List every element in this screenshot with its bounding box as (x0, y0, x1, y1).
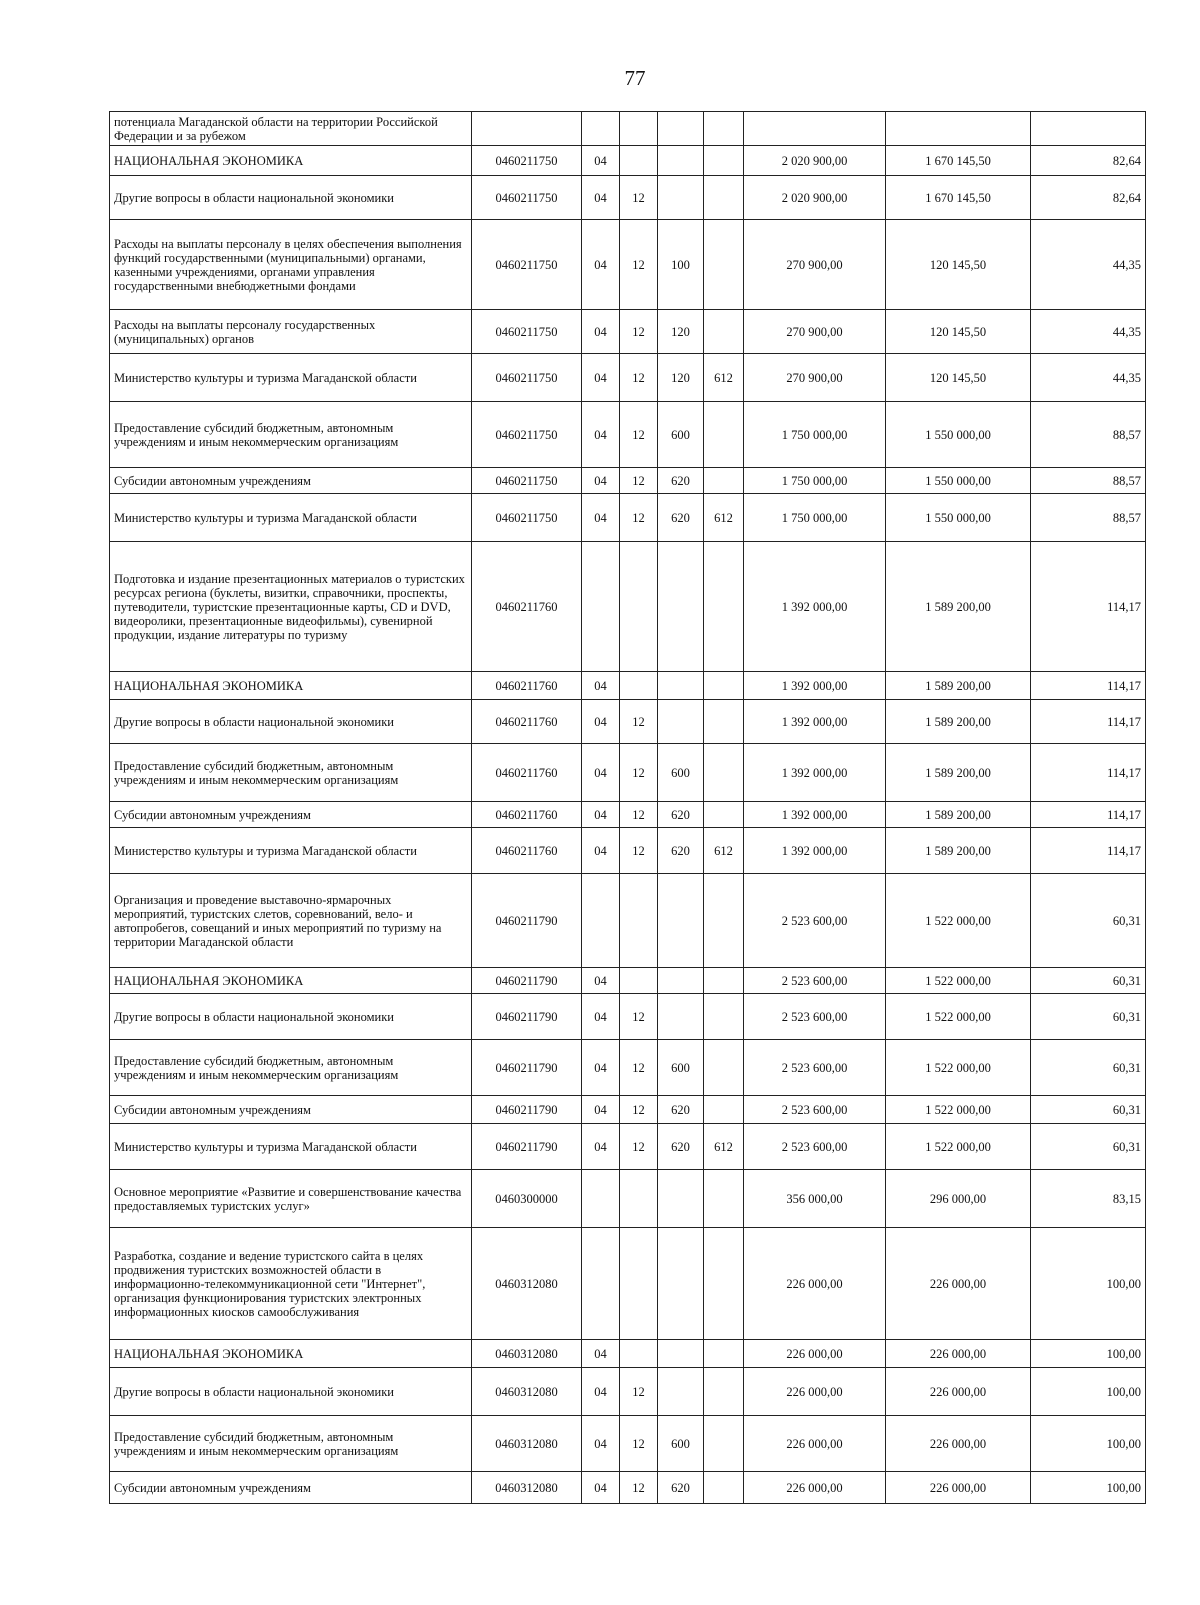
row-code: 0460211750 (472, 354, 582, 402)
row-subsection: 12 (620, 994, 658, 1040)
row-admin-code (704, 310, 744, 354)
row-name: Другие вопросы в области национальной экономики (110, 1368, 472, 1416)
row-section: 04 (582, 968, 620, 994)
row-subsection (620, 672, 658, 700)
row-name: Расходы на выплаты персоналу государственных (муниципальных) органов (110, 310, 472, 354)
row-expense-type (658, 1368, 704, 1416)
row-plan: 2 523 600,00 (744, 874, 886, 968)
row-plan: 226 000,00 (744, 1228, 886, 1340)
row-expense-type (658, 672, 704, 700)
row-name: Субсидии автономным учреждениям (110, 1096, 472, 1124)
row-code: 0460211750 (472, 468, 582, 494)
row-fact: 296 000,00 (886, 1170, 1031, 1228)
row-section: 04 (582, 146, 620, 176)
row-expense-type (658, 874, 704, 968)
row-plan: 1 750 000,00 (744, 402, 886, 468)
row-expense-type: 600 (658, 1040, 704, 1096)
row-percent: 100,00 (1031, 1416, 1146, 1472)
row-name: Расходы на выплаты персоналу в целях обеспечения выполнения функций государственными (муниципальными) органами, казенными учреждениями, органами управления государственными внебюджетными фондами (110, 220, 472, 310)
row-section: 04 (582, 1416, 620, 1472)
row-expense-type: 120 (658, 310, 704, 354)
row-percent: 60,31 (1031, 968, 1146, 994)
row-admin-code (704, 1096, 744, 1124)
table-row (110, 402, 1146, 468)
row-plan: 2 523 600,00 (744, 994, 886, 1040)
row-plan (744, 112, 886, 146)
row-percent: 60,31 (1031, 994, 1146, 1040)
table-row (110, 874, 1146, 968)
row-subsection (620, 1340, 658, 1368)
row-admin-code: 612 (704, 828, 744, 874)
row-percent: 100,00 (1031, 1228, 1146, 1340)
table-row (110, 494, 1146, 542)
row-fact: 1 589 200,00 (886, 672, 1031, 700)
row-plan: 2 523 600,00 (744, 1124, 886, 1170)
row-plan: 1 392 000,00 (744, 700, 886, 744)
row-plan: 270 900,00 (744, 354, 886, 402)
table-row (110, 1040, 1146, 1096)
row-name: Министерство культуры и туризма Магаданской области (110, 828, 472, 874)
row-plan: 2 523 600,00 (744, 1096, 886, 1124)
row-expense-type: 100 (658, 220, 704, 310)
row-plan: 226 000,00 (744, 1472, 886, 1504)
row-section: 04 (582, 176, 620, 220)
row-section (582, 1228, 620, 1340)
row-percent: 100,00 (1031, 1340, 1146, 1368)
row-subsection: 12 (620, 310, 658, 354)
row-admin-code (704, 968, 744, 994)
row-plan: 1 392 000,00 (744, 672, 886, 700)
row-name: НАЦИОНАЛЬНАЯ ЭКОНОМИКА (110, 146, 472, 176)
row-name: Предоставление субсидий бюджетным, автономным учреждениям и иным некоммерческим организациям (110, 744, 472, 802)
row-expense-type: 120 (658, 354, 704, 402)
row-percent: 83,15 (1031, 1170, 1146, 1228)
row-plan: 2 020 900,00 (744, 146, 886, 176)
row-section (582, 874, 620, 968)
table-row (110, 1170, 1146, 1228)
row-admin-code (704, 1416, 744, 1472)
row-percent: 88,57 (1031, 494, 1146, 542)
row-fact: 1 589 200,00 (886, 700, 1031, 744)
row-subsection: 12 (620, 220, 658, 310)
row-code: 0460211790 (472, 1096, 582, 1124)
row-code: 0460211760 (472, 672, 582, 700)
row-subsection (620, 968, 658, 994)
row-expense-type (658, 994, 704, 1040)
row-fact: 1 589 200,00 (886, 542, 1031, 672)
row-code: 0460211750 (472, 176, 582, 220)
row-percent (1031, 112, 1146, 146)
row-percent: 114,17 (1031, 802, 1146, 828)
row-subsection: 12 (620, 744, 658, 802)
row-code: 0460312080 (472, 1228, 582, 1340)
row-expense-type: 620 (658, 1472, 704, 1504)
table-row (110, 968, 1146, 994)
row-name: Предоставление субсидий бюджетным, автономным учреждениям и иным некоммерческим организациям (110, 1416, 472, 1472)
row-expense-type (658, 176, 704, 220)
table-row (110, 828, 1146, 874)
row-percent: 60,31 (1031, 1040, 1146, 1096)
row-admin-code (704, 220, 744, 310)
row-code: 0460312080 (472, 1340, 582, 1368)
row-admin-code (704, 874, 744, 968)
row-admin-code (704, 176, 744, 220)
row-subsection (620, 1228, 658, 1340)
row-section: 04 (582, 1096, 620, 1124)
row-name: Основное мероприятие «Развитие и совершенствование качества предоставляемых туристских услуг» (110, 1170, 472, 1228)
row-section: 04 (582, 994, 620, 1040)
row-section: 04 (582, 744, 620, 802)
row-fact: 1 550 000,00 (886, 494, 1031, 542)
row-fact: 120 145,50 (886, 220, 1031, 310)
row-fact: 120 145,50 (886, 354, 1031, 402)
row-fact: 1 522 000,00 (886, 1096, 1031, 1124)
row-name: Предоставление субсидий бюджетным, автономным учреждениям и иным некоммерческим организациям (110, 1040, 472, 1096)
row-code: 0460211750 (472, 402, 582, 468)
row-expense-type (658, 1170, 704, 1228)
row-percent: 114,17 (1031, 700, 1146, 744)
row-expense-type: 620 (658, 1096, 704, 1124)
row-admin-code: 612 (704, 354, 744, 402)
table-row (110, 176, 1146, 220)
row-plan: 1 750 000,00 (744, 468, 886, 494)
row-percent: 100,00 (1031, 1472, 1146, 1504)
row-expense-type: 620 (658, 468, 704, 494)
row-section: 04 (582, 494, 620, 542)
row-code: 0460211750 (472, 146, 582, 176)
row-code: 0460211790 (472, 1124, 582, 1170)
row-section: 04 (582, 354, 620, 402)
row-name: НАЦИОНАЛЬНАЯ ЭКОНОМИКА (110, 1340, 472, 1368)
row-section: 04 (582, 1040, 620, 1096)
table-row (110, 1340, 1146, 1368)
row-admin-code (704, 1040, 744, 1096)
table-row (110, 1096, 1146, 1124)
row-fact: 1 522 000,00 (886, 1040, 1031, 1096)
table-row (110, 744, 1146, 802)
table-row (110, 220, 1146, 310)
row-subsection: 12 (620, 802, 658, 828)
row-code: 0460312080 (472, 1472, 582, 1504)
row-percent: 60,31 (1031, 1096, 1146, 1124)
row-name: Предоставление субсидий бюджетным, автономным учреждениям и иным некоммерческим организациям (110, 402, 472, 468)
row-name: Другие вопросы в области национальной экономики (110, 700, 472, 744)
row-expense-type: 620 (658, 1124, 704, 1170)
row-fact: 1 589 200,00 (886, 828, 1031, 874)
row-subsection: 12 (620, 468, 658, 494)
row-code: 0460300000 (472, 1170, 582, 1228)
row-expense-type: 600 (658, 744, 704, 802)
row-section: 04 (582, 1124, 620, 1170)
row-name: Разработка, создание и ведение туристского сайта в целях продвижения туристских возможностей области в информационно-телекоммуникационной сети "Интернет", организация функционирования туристских электронных информационных киосков самообслуживания (110, 1228, 472, 1340)
row-code: 0460211760 (472, 744, 582, 802)
row-name: Другие вопросы в области национальной экономики (110, 176, 472, 220)
row-plan: 270 900,00 (744, 220, 886, 310)
row-plan: 2 523 600,00 (744, 968, 886, 994)
row-section: 04 (582, 672, 620, 700)
row-expense-type (658, 146, 704, 176)
row-section (582, 112, 620, 146)
row-name: Субсидии автономным учреждениям (110, 468, 472, 494)
table-row (110, 542, 1146, 672)
row-plan: 356 000,00 (744, 1170, 886, 1228)
row-percent: 60,31 (1031, 874, 1146, 968)
row-name: НАЦИОНАЛЬНАЯ ЭКОНОМИКА (110, 672, 472, 700)
table-row (110, 146, 1146, 176)
row-code: 0460211790 (472, 1040, 582, 1096)
row-name: Организация и проведение выставочно-ярмарочных мероприятий, туристских слетов, соревнований, вело- и автопробегов, совещаний и иных мероприятий по туризму на территории Магаданской области (110, 874, 472, 968)
row-fact: 1 589 200,00 (886, 802, 1031, 828)
row-admin-code (704, 672, 744, 700)
row-code: 0460211750 (472, 220, 582, 310)
row-fact: 1 522 000,00 (886, 994, 1031, 1040)
row-name: Министерство культуры и туризма Магаданской области (110, 1124, 472, 1170)
row-subsection: 12 (620, 1096, 658, 1124)
row-code: 0460211760 (472, 802, 582, 828)
row-subsection: 12 (620, 1472, 658, 1504)
row-expense-type: 620 (658, 802, 704, 828)
row-fact: 226 000,00 (886, 1228, 1031, 1340)
row-subsection (620, 1170, 658, 1228)
budget-table-body (110, 112, 1146, 1504)
table-row (110, 468, 1146, 494)
row-plan: 226 000,00 (744, 1340, 886, 1368)
row-expense-type: 620 (658, 494, 704, 542)
row-percent: 114,17 (1031, 672, 1146, 700)
row-code: 0460211760 (472, 542, 582, 672)
table-row (110, 1472, 1146, 1504)
row-code: 0460211760 (472, 828, 582, 874)
row-plan: 1 392 000,00 (744, 744, 886, 802)
row-admin-code (704, 146, 744, 176)
row-subsection (620, 112, 658, 146)
row-fact: 120 145,50 (886, 310, 1031, 354)
row-admin-code (704, 468, 744, 494)
row-section: 04 (582, 1472, 620, 1504)
table-row (110, 802, 1146, 828)
row-fact: 1 589 200,00 (886, 744, 1031, 802)
row-fact: 1 522 000,00 (886, 874, 1031, 968)
row-subsection: 12 (620, 176, 658, 220)
row-percent: 82,64 (1031, 146, 1146, 176)
row-code: 0460211790 (472, 994, 582, 1040)
row-percent: 60,31 (1031, 1124, 1146, 1170)
row-admin-code (704, 1170, 744, 1228)
row-percent: 100,00 (1031, 1368, 1146, 1416)
row-plan: 1 750 000,00 (744, 494, 886, 542)
row-section (582, 542, 620, 672)
row-plan: 1 392 000,00 (744, 542, 886, 672)
row-expense-type (658, 968, 704, 994)
row-section: 04 (582, 402, 620, 468)
row-percent: 114,17 (1031, 744, 1146, 802)
row-expense-type: 600 (658, 402, 704, 468)
row-percent: 88,57 (1031, 402, 1146, 468)
row-fact: 1 670 145,50 (886, 176, 1031, 220)
budget-table (109, 111, 1146, 1504)
row-section: 04 (582, 468, 620, 494)
row-section: 04 (582, 700, 620, 744)
row-admin-code (704, 542, 744, 672)
row-name: Министерство культуры и туризма Магаданской области (110, 494, 472, 542)
row-name: Подготовка и издание презентационных материалов о туристских ресурсах региона (буклеты, визитки, справочники, проспекты, путеводители, туристские презентационные карты, CD и DVD, видеоролики, презентационные видеофильмы), сувенирной продукции, издание литературы по туризму (110, 542, 472, 672)
row-fact: 226 000,00 (886, 1472, 1031, 1504)
row-name: Министерство культуры и туризма Магаданской области (110, 354, 472, 402)
row-fact: 1 670 145,50 (886, 146, 1031, 176)
row-expense-type (658, 700, 704, 744)
row-plan: 226 000,00 (744, 1368, 886, 1416)
row-admin-code (704, 700, 744, 744)
row-section (582, 1170, 620, 1228)
row-plan: 226 000,00 (744, 1416, 886, 1472)
row-subsection (620, 874, 658, 968)
row-name: Другие вопросы в области национальной экономики (110, 994, 472, 1040)
row-percent: 82,64 (1031, 176, 1146, 220)
row-fact: 1 522 000,00 (886, 968, 1031, 994)
row-plan: 270 900,00 (744, 310, 886, 354)
row-subsection: 12 (620, 700, 658, 744)
table-row (110, 1124, 1146, 1170)
row-admin-code (704, 1472, 744, 1504)
table-row (110, 1228, 1146, 1340)
row-code: 0460211750 (472, 494, 582, 542)
row-subsection: 12 (620, 354, 658, 402)
row-subsection (620, 542, 658, 672)
table-row (110, 112, 1146, 146)
row-plan: 2 523 600,00 (744, 1040, 886, 1096)
row-admin-code (704, 1228, 744, 1340)
row-admin-code (704, 1368, 744, 1416)
row-percent: 44,35 (1031, 354, 1146, 402)
row-subsection (620, 146, 658, 176)
row-plan: 1 392 000,00 (744, 802, 886, 828)
row-admin-code: 612 (704, 494, 744, 542)
row-section: 04 (582, 802, 620, 828)
row-fact (886, 112, 1031, 146)
row-code: 0460312080 (472, 1368, 582, 1416)
row-admin-code (704, 402, 744, 468)
table-row (110, 672, 1146, 700)
row-code: 0460211790 (472, 874, 582, 968)
row-admin-code (704, 994, 744, 1040)
row-code (472, 112, 582, 146)
table-row (110, 310, 1146, 354)
row-admin-code (704, 1340, 744, 1368)
row-name: Субсидии автономным учреждениям (110, 802, 472, 828)
row-fact: 226 000,00 (886, 1368, 1031, 1416)
row-expense-type: 620 (658, 828, 704, 874)
row-percent: 114,17 (1031, 828, 1146, 874)
row-plan: 1 392 000,00 (744, 828, 886, 874)
row-code: 0460211760 (472, 700, 582, 744)
row-code: 0460211750 (472, 310, 582, 354)
row-section: 04 (582, 220, 620, 310)
table-row (110, 994, 1146, 1040)
row-code: 0460312080 (472, 1416, 582, 1472)
row-fact: 1 550 000,00 (886, 468, 1031, 494)
row-subsection: 12 (620, 1368, 658, 1416)
row-percent: 114,17 (1031, 542, 1146, 672)
row-subsection: 12 (620, 828, 658, 874)
row-subsection: 12 (620, 1124, 658, 1170)
table-row (110, 1416, 1146, 1472)
row-subsection: 12 (620, 494, 658, 542)
row-percent: 88,57 (1031, 468, 1146, 494)
row-fact: 226 000,00 (886, 1416, 1031, 1472)
table-row (110, 1368, 1146, 1416)
row-fact: 226 000,00 (886, 1340, 1031, 1368)
row-section: 04 (582, 1340, 620, 1368)
row-subsection: 12 (620, 1040, 658, 1096)
table-row (110, 700, 1146, 744)
row-name: Субсидии автономным учреждениям (110, 1472, 472, 1504)
row-section: 04 (582, 310, 620, 354)
row-name: НАЦИОНАЛЬНАЯ ЭКОНОМИКА (110, 968, 472, 994)
row-percent: 44,35 (1031, 310, 1146, 354)
row-section: 04 (582, 1368, 620, 1416)
row-expense-type (658, 1340, 704, 1368)
row-expense-type: 600 (658, 1416, 704, 1472)
row-fact: 1 522 000,00 (886, 1124, 1031, 1170)
row-name: потенциала Магаданской области на территории Российской Федерации и за рубежом (110, 112, 472, 146)
row-fact: 1 550 000,00 (886, 402, 1031, 468)
row-expense-type (658, 112, 704, 146)
row-subsection: 12 (620, 1416, 658, 1472)
row-subsection: 12 (620, 402, 658, 468)
row-admin-code (704, 744, 744, 802)
row-expense-type (658, 542, 704, 672)
row-admin-code (704, 802, 744, 828)
row-code: 0460211790 (472, 968, 582, 994)
row-admin-code: 612 (704, 1124, 744, 1170)
page-number: 77 (624, 66, 646, 90)
row-section: 04 (582, 828, 620, 874)
row-percent: 44,35 (1031, 220, 1146, 310)
row-admin-code (704, 112, 744, 146)
row-expense-type (658, 1228, 704, 1340)
table-row (110, 354, 1146, 402)
row-plan: 2 020 900,00 (744, 176, 886, 220)
